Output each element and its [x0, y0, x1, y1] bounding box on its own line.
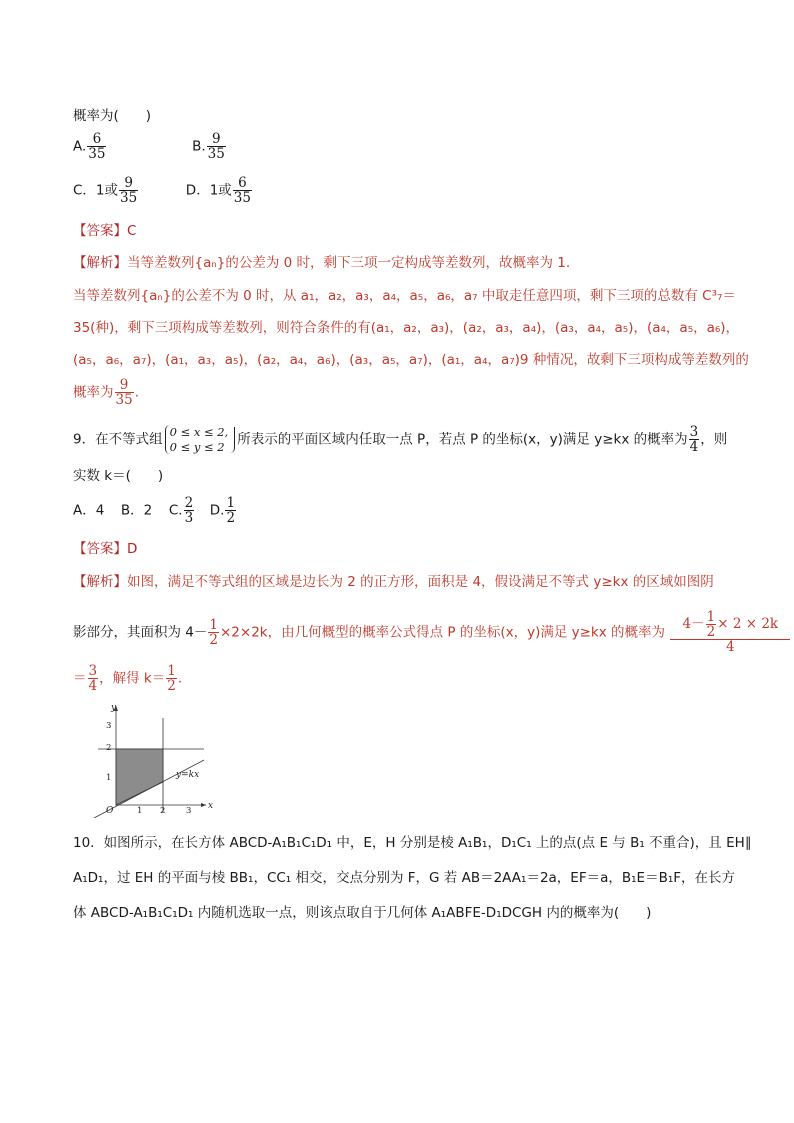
q9-opt-c-den: 3 [184, 510, 194, 527]
q8-options-row-1 [73, 132, 227, 161]
q8-explanation-5-suffix: . [134, 384, 139, 401]
q9-option-d-label: D. [209, 502, 225, 519]
q9-stem-line-1 [73, 425, 727, 454]
q8-option-b-label: B. [192, 138, 206, 155]
q9-exp3-fraction [88, 664, 99, 693]
q9-stem-line-2: 实数 k＝( ) [73, 468, 164, 484]
y-tick-1: 1 [106, 773, 112, 783]
q9-big-frac-numerator [670, 610, 790, 640]
x-tick-3: 3 [186, 806, 192, 816]
region-figure [88, 700, 218, 818]
q9-exp3-frac2-num: 1 [167, 663, 176, 679]
q8-explanation-line-2: 当等差数列{aₙ}的公差不为 0 时，从 a₁，a₂，a₃，a₄，a₅，a₆，a₇ 中取走任意四项，剩下三项的总数有 C³₇＝ [73, 288, 736, 304]
q9-exp3-fraction-2 [166, 664, 177, 693]
q9-exp3-frac-den: 4 [88, 678, 98, 695]
x-tick-1: 1 [137, 806, 143, 816]
q8-explanation-line-5 [73, 378, 139, 407]
q9-stem-part-c: ，则 [700, 431, 728, 448]
q9-option-b: B．2 [120, 502, 153, 519]
q8-tail-text: 概率为( ) [73, 108, 152, 124]
explanation-tag: 【解析】 [73, 255, 127, 271]
q9-big-num-a: 4－ [682, 616, 705, 633]
x-axis-label: x [208, 801, 214, 811]
q8-option-d-den: 35 [233, 190, 251, 207]
q8-explanation-line-3: 35(种)，剩下三项构成等差数列，则符合条件的有(a₁，a₂，a₃)，(a₂，a₃，a₄)，(a₃，a₄，a₅)，(a₄，a₅，a₆)， [73, 320, 740, 336]
q9-exp2-fraction [208, 618, 219, 647]
q9-stem-fraction [689, 425, 700, 454]
q9-exp3-part-b: ，解得 k＝ [99, 670, 166, 687]
q9-options-row [73, 496, 237, 525]
q9-stem-frac-den: 4 [689, 439, 699, 456]
q9-big-num-inner-fraction [706, 610, 717, 639]
q8-exp-frac-den: 35 [115, 392, 133, 409]
q8-option-d-num: 6 [233, 176, 252, 191]
q9-stem-part-a: 9．在不等式组 [73, 431, 163, 448]
q9-exp3-frac-num: 3 [88, 663, 98, 679]
q9-exp3-part-c: . [177, 670, 183, 687]
q8-option-d-label: D．1或 [185, 182, 232, 199]
q9-answer-line [73, 537, 137, 557]
q8-option-a-fraction [87, 132, 106, 161]
x-tick-2: 2 [160, 806, 166, 816]
y-axis-label: y [111, 703, 117, 713]
x-axis-arrow [201, 803, 206, 807]
q8-options-row-2 [73, 176, 253, 205]
q8-answer-line [73, 219, 136, 239]
q9-big-num-b: × 2 × 2k [717, 616, 779, 633]
q9-inner-num: 1 [706, 609, 716, 625]
answer-tag: 【答案】 [73, 223, 127, 239]
q9-system-line-1: 0 ≤ x ≤ 2, [169, 425, 229, 440]
q9-explanation-line-3 [73, 664, 182, 693]
q10-line-3: 体 ABCD-A₁B₁C₁D₁ 内随机选取一点，则该点取自于几何体 A₁ABFE-D₁DCGH 内的概率为( ) [73, 905, 652, 921]
q9-system-right-brace [230, 427, 235, 453]
q8-option-c-den: 35 [120, 190, 138, 207]
q10-line-2: A₁D₁，过 EH 的平面与棱 BB₁，CC₁ 相交，交点分别为 F，G 若 AB＝2AA₁＝2a，EF＝a，B₁E＝B₁F，在长方 [73, 870, 736, 886]
q9-option-a: A．4 [73, 502, 105, 519]
q9-big-frac-denominator: 4 [726, 639, 735, 656]
q9-exp2-big-fraction [670, 610, 790, 655]
q9-exp3-frac2-den: 2 [167, 678, 176, 695]
q9-exp2-frac-den: 2 [209, 631, 218, 648]
q9-opt-d-num: 1 [226, 495, 236, 511]
q9-stem-part-b: 所表示的平面区域内任取一点 P，若点 P 的坐标(x，y)满足 y≥kx 的概率为 [237, 431, 688, 448]
explanation-tag: 【解析】 [73, 574, 127, 590]
q9-explanation-text-1: 如图，满足不等式组的区域是边长为 2 的正方形，面积是 4，假设满足不等式 y≥kx 的区域如图阴 [127, 574, 714, 590]
q9-exp2-part-b: ×2×2k，由几何概型的概率公式得点 P 的坐标(x，y)满足 y≥kx 的概率为 [219, 624, 666, 641]
q8-explanation-text-1: 当等差数列{aₙ}的公差为 0 时，剩下三项一定构成等差数列，故概率为 1. [127, 255, 571, 271]
q8-option-c-fraction [119, 176, 138, 205]
q8-option-d-fraction [233, 176, 252, 205]
q8-option-a-label: A. [73, 138, 87, 155]
q9-exp2-frac-num: 1 [209, 616, 218, 633]
q8-option-c-num: 9 [119, 176, 138, 191]
q8-option-b-fraction [207, 132, 226, 161]
q9-opt-c-num: 2 [184, 495, 194, 511]
q9-inner-den: 2 [706, 624, 716, 641]
y-tick-3: 3 [106, 721, 112, 731]
q9-opt-d-den: 2 [226, 510, 236, 527]
q9-option-c-label: C. [168, 502, 183, 519]
y-tick-2: 2 [106, 743, 112, 753]
q9-explanation-line-1 [73, 570, 714, 590]
q8-explanation-5-prefix: 概率为 [73, 384, 114, 401]
q8-explanation-fraction [115, 378, 134, 407]
q9-stem-frac-num: 3 [689, 424, 699, 440]
q9-option-c-fraction [184, 496, 195, 525]
line-kx-label: y=kx [176, 770, 200, 780]
q9-explanation-line-2 [73, 610, 791, 655]
q8-option-c-label: C．1或 [73, 182, 119, 199]
q8-option-b-num: 9 [207, 132, 226, 147]
q8-exp-frac-num: 9 [115, 378, 134, 393]
q9-answer-value: D [127, 541, 138, 557]
shaded-region [116, 749, 163, 805]
origin-label: O [106, 806, 114, 816]
q8-option-a-num: 6 [87, 132, 106, 147]
q10-line-1: 10．如图所示，在长方体 ABCD-A₁B₁C₁D₁ 中，E，H 分别是棱 A₁B₁，D₁C₁ 上的点(点 E 与 B₁ 不重合)，且 EH∥ [73, 835, 752, 851]
q8-option-a-den: 35 [88, 146, 106, 163]
q8-answer-value: C [127, 223, 137, 239]
q9-exp2-part-a: 影部分，其面积为 4－ [73, 624, 208, 641]
q8-option-b-den: 35 [207, 146, 225, 163]
answer-tag: 【答案】 [73, 541, 127, 557]
q8-explanation-line-4: (a₅，a₆，a₇)，(a₁，a₃，a₅)，(a₂，a₄，a₆)，(a₃，a₅，a₇)，(a₁，a₄，a₇)9 种情况，故剩下三项构成等差数列的 [73, 352, 749, 368]
q9-option-d-fraction [225, 496, 236, 525]
q8-explanation-line-1 [73, 251, 570, 271]
q9-system-line-2: 0 ≤ y ≤ 2 [169, 439, 225, 454]
q9-inequality-system [165, 425, 229, 454]
q9-exp3-part-a: ＝ [73, 670, 87, 687]
